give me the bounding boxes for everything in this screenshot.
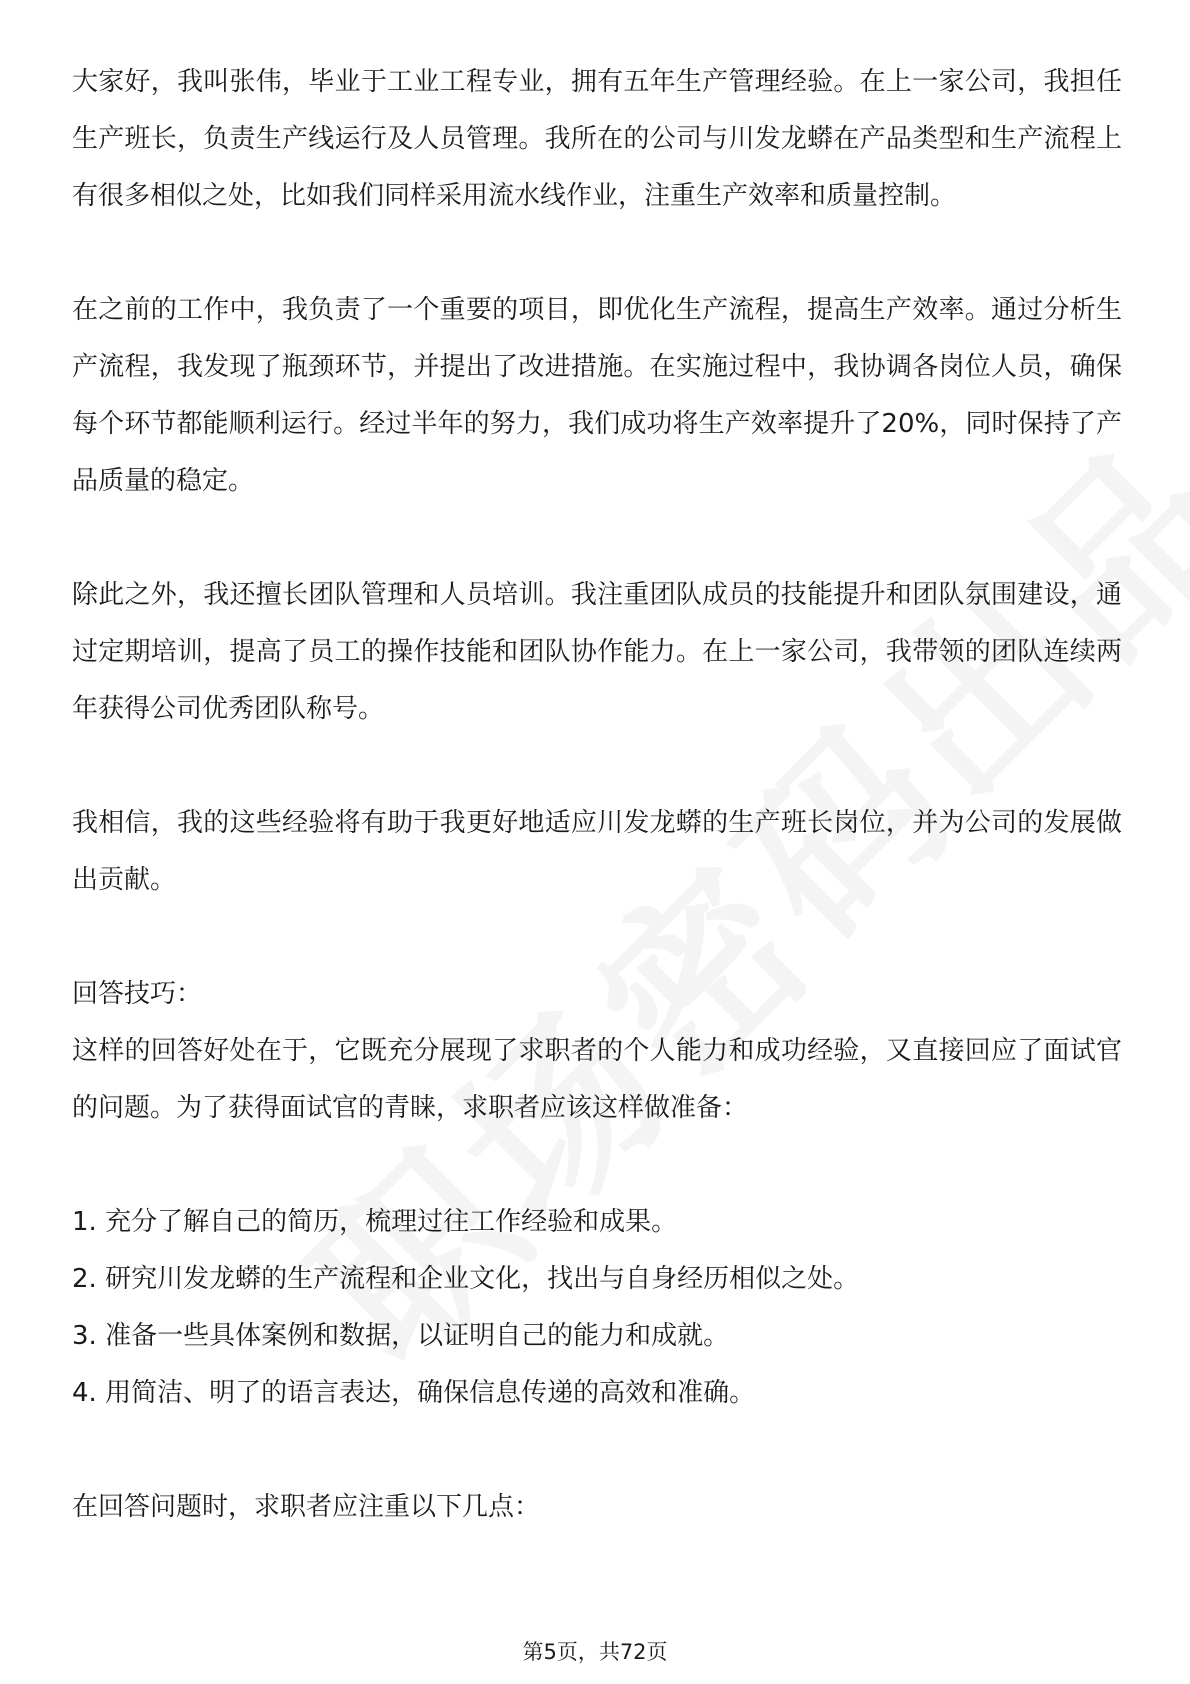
page-number: 第5页，共72页 <box>522 1640 668 1664</box>
paragraph-points: 在回答问题时，求职者应注重以下几点： <box>72 1492 541 1522</box>
paragraph-gap <box>72 1422 1122 1479</box>
paragraph-gap <box>72 1137 1122 1194</box>
paragraph-tips: 这样的回答好处在于，它既充分展现了求职者的个人能力和成功经验，又直接回应了面试官的问题。为了获得面试官的青睐，求职者应该这样做准备： <box>72 1036 1122 1123</box>
preparation-list <box>72 1194 1122 1422</box>
paragraph-project: 在之前的工作中，我负责了一个重要的项目，即优化生产流程，提高生产效率。通过分析生产流程，我发现了瓶颈环节，并提出了改进措施。在实施过程中，我协调各岗位人员，确保每个环节都能顺利运行。经过半年的努力，我们成功将生产效率提升了20%，同时保持了产品质量的稳定。 <box>72 295 1122 496</box>
paragraph-gap <box>72 909 1122 966</box>
paragraph-gap <box>72 738 1122 795</box>
paragraph-conclusion: 我相信，我的这些经验将有助于我更好地适应川发龙蟒的生产班长岗位，并为公司的发展做出贡献。 <box>72 808 1122 895</box>
list-item: 2. 研究川发龙蟒的生产流程和企业文化，找出与自身经历相似之处。 <box>72 1264 860 1294</box>
list-item: 3. 准备一些具体案例和数据，以证明自己的能力和成就。 <box>72 1321 730 1351</box>
paragraph-gap <box>72 225 1122 282</box>
tips-heading: 回答技巧： <box>72 979 203 1009</box>
paragraph-gap <box>72 510 1122 567</box>
document-body <box>72 54 1122 1536</box>
list-item: 4. 用简洁、明了的语言表达，确保信息传递的高效和准确。 <box>72 1378 756 1408</box>
paragraph-intro: 大家好，我叫张伟，毕业于工业工程专业，拥有五年生产管理经验。在上一家公司，我担任生产班长，负责生产线运行及人员管理。我所在的公司与川发龙蟒在产品类型和生产流程上有很多相似之处，比如我们同样采用流水线作业，注重生产效率和质量控制。 <box>72 67 1122 211</box>
paragraph-team: 除此之外，我还擅长团队管理和人员培训。我注重团队成员的技能提升和团队氛围建设，通过定期培训，提高了员工的操作技能和团队协作能力。在上一家公司，我带领的团队连续两年获得公司优秀团队称号。 <box>72 580 1122 724</box>
list-item: 1. 充分了解自己的简历，梳理过往工作经验和成果。 <box>72 1207 678 1237</box>
